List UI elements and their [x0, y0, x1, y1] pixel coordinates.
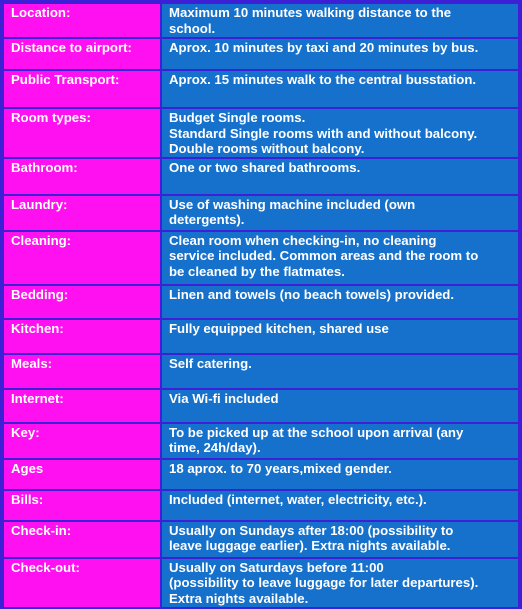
row-label: Cleaning: [4, 232, 160, 284]
row-value: Budget Single rooms. Standard Single rooms with and without balcony. Double rooms without balcony. [162, 109, 518, 157]
row-value: Self catering. [162, 355, 518, 388]
row-label: Bathroom: [4, 159, 160, 194]
row-label: Meals: [4, 355, 160, 388]
table-row [4, 559, 518, 607]
table-row [4, 4, 518, 37]
row-value: Aprox. 15 minutes walk to the central busstation. [162, 71, 518, 107]
table-row [4, 491, 518, 520]
table-row [4, 71, 518, 107]
row-value: Fully equipped kitchen, shared use [162, 320, 518, 353]
row-value: One or two shared bathrooms. [162, 159, 518, 194]
info-table-body [4, 4, 518, 607]
row-label: Bedding: [4, 286, 160, 318]
table-row [4, 196, 518, 230]
row-value: Maximum 10 minutes walking distance to the school. [162, 4, 518, 37]
row-label: Check-out: [4, 559, 160, 607]
row-label: Location: [4, 4, 160, 37]
row-value: Aprox. 10 minutes by taxi and 20 minutes by bus. [162, 39, 518, 69]
row-value: Usually on Saturdays before 11:00 (possibility to leave luggage for later departures). Extra nights available. [162, 559, 518, 607]
row-value: Linen and towels (no beach towels) provided. [162, 286, 518, 318]
row-value: Usually on Sundays after 18:00 (possibility to leave luggage earlier). Extra nights available. [162, 522, 518, 557]
table-row [4, 39, 518, 69]
table-row [4, 522, 518, 557]
table-row [4, 232, 518, 284]
row-label: Key: [4, 424, 160, 458]
row-label: Public Transport: [4, 71, 160, 107]
row-value: Clean room when checking-in, no cleaning service included. Common areas and the room to be cleaned by the flatmates. [162, 232, 518, 284]
row-value: Via Wi-fi included [162, 390, 518, 422]
table-row [4, 460, 518, 489]
row-label: Laundry: [4, 196, 160, 230]
table-row [4, 286, 518, 318]
table-row [4, 355, 518, 388]
row-value: Use of washing machine included (own detergents). [162, 196, 518, 230]
row-label: Distance to airport: [4, 39, 160, 69]
table-row [4, 159, 518, 194]
table-row [4, 390, 518, 422]
row-value: Included (internet, water, electricity, etc.). [162, 491, 518, 520]
table-row [4, 320, 518, 353]
row-label: Internet: [4, 390, 160, 422]
row-label: Kitchen: [4, 320, 160, 353]
table-row [4, 424, 518, 458]
row-label: Room types: [4, 109, 160, 157]
table-row [4, 109, 518, 157]
row-value: 18 aprox. to 70 years,mixed gender. [162, 460, 518, 489]
accommodation-info-table [2, 2, 520, 609]
row-label: Check-in: [4, 522, 160, 557]
row-label: Bills: [4, 491, 160, 520]
row-label: Ages [4, 460, 160, 489]
row-value: To be picked up at the school upon arrival (any time, 24h/day). [162, 424, 518, 458]
